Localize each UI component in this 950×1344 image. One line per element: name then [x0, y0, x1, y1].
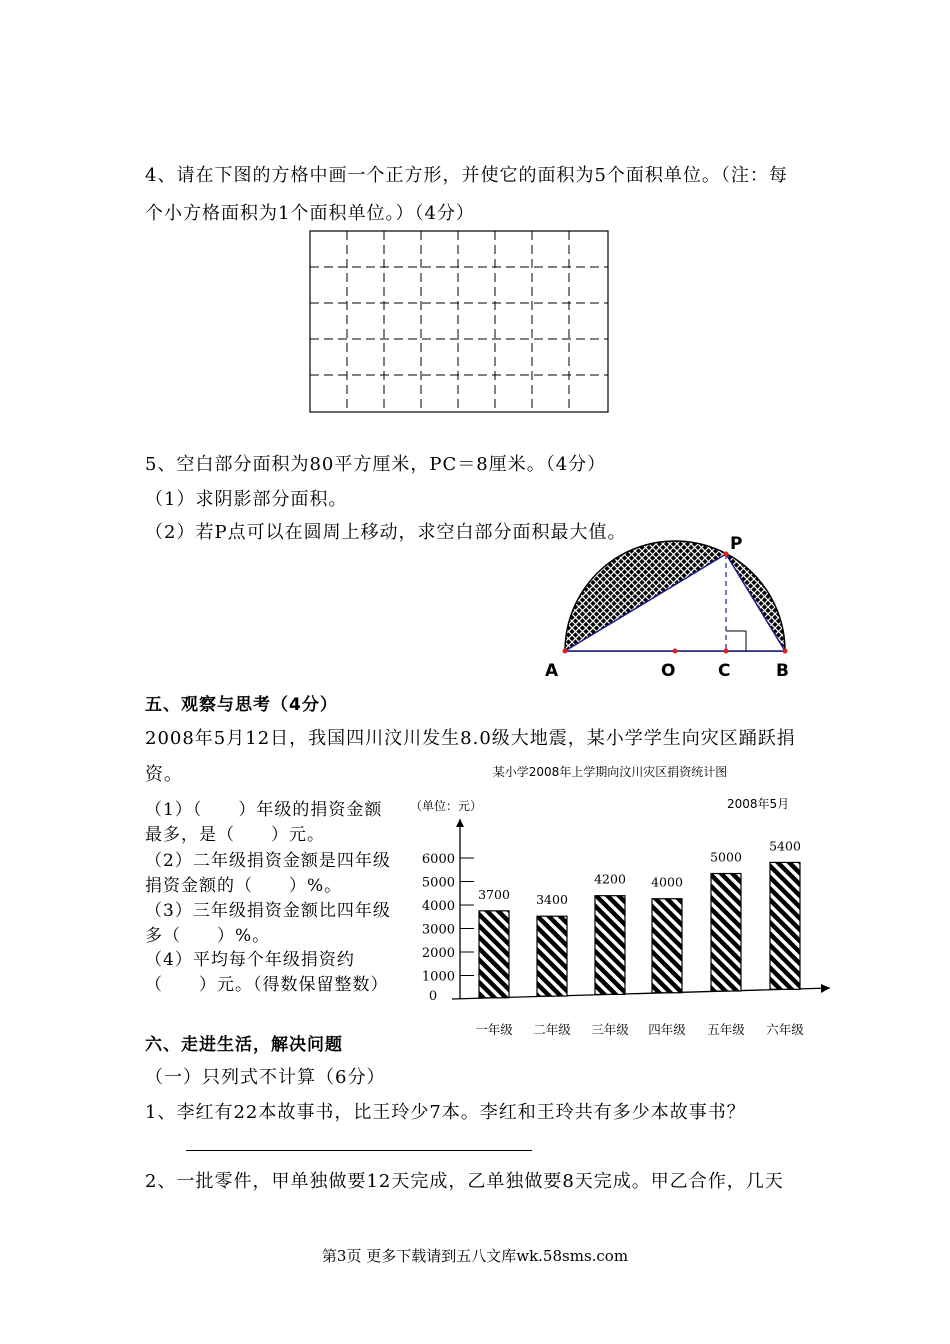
bar-data-label: 4000	[651, 874, 683, 890]
grid-figure	[308, 229, 610, 414]
q4-line1: 4、请在下图的方格中画一个正方形，并使它的面积为5个面积单位。（注：每	[145, 165, 788, 186]
chart-title: 某小学2008年上学期向汶川灾区捐资统计图	[492, 765, 728, 779]
section5-question-line: 多（ ）%。	[145, 926, 271, 946]
q5-sub2: （2）若P点可以在圆周上移动，求空白部分面积最大值。	[145, 522, 627, 543]
q4-line2: 个小方格面积为1个面积单位。）（4分）	[145, 203, 475, 224]
section5-question-line: 捐资金额的（ ）%。	[145, 876, 343, 896]
section6-problem2: 2、一批零件，甲单独做要12天完成，乙单独做要8天完成。甲乙合作，几天	[145, 1171, 784, 1192]
section5-question-line: （1）（ ）年级的捐资金额	[145, 800, 383, 820]
bar-五年级	[711, 874, 741, 992]
category-label: 六年级	[766, 1022, 804, 1037]
chart-date-label: 2008年5月	[727, 797, 790, 811]
bar-一年级	[479, 911, 509, 998]
category-label: 五年级	[707, 1022, 745, 1037]
bar-data-label: 5000	[710, 849, 742, 865]
bar-三年级	[595, 896, 625, 995]
bar-data-label: 5400	[769, 838, 801, 854]
page-footer: 第3页 更多下载请到五八文库wk.58sms.com	[321, 1247, 629, 1265]
section5-intro1: 2008年5月12日，我国四川汶川发生8.0级大地震，某小学学生向灾区踊跃捐	[145, 728, 796, 749]
y-tick-label: 1000	[421, 969, 455, 985]
section5-question-line: （4）平均每个年级捐资约	[145, 950, 355, 970]
bar-二年级	[537, 916, 567, 996]
section5-title: 五、观察与思考（4分）	[145, 695, 338, 715]
q5-sub1: （1）求阴影部分面积。	[145, 489, 348, 510]
label-B: B	[776, 661, 789, 681]
section5-question-line: （3）三年级捐资金额比四年级	[145, 901, 391, 921]
section5-question-line: （ ）元。（得数保留整数）	[145, 975, 389, 995]
label-A: A	[545, 661, 559, 681]
y-axis-arrow	[456, 819, 464, 827]
label-C: C	[718, 661, 731, 681]
bar-四年级	[652, 899, 682, 993]
y-tick-label: 5000	[421, 875, 455, 891]
answer-line	[186, 1150, 532, 1151]
bar-data-label: 4200	[594, 871, 626, 887]
donation-bar-chart	[410, 758, 840, 1043]
category-label: 三年级	[591, 1022, 629, 1037]
section6-problem1: 1、李红有22本故事书，比王玲少7本。李红和王玲共有多少本故事书？	[145, 1102, 746, 1123]
category-label: 一年级	[475, 1022, 513, 1037]
chart-unit-label: （单位：元）	[410, 799, 483, 813]
section6-sub: （一）只列式不计算（6分）	[145, 1067, 386, 1088]
y-tick-label: 6000	[421, 852, 455, 867]
semicircle-figure	[530, 530, 810, 685]
category-label: 二年级	[533, 1022, 571, 1037]
bar-data-label: 3700	[478, 886, 510, 902]
label-P: P	[730, 534, 743, 554]
x-axis-arrow	[821, 984, 830, 993]
y-tick-label: 2000	[421, 946, 455, 961]
label-O: O	[661, 661, 676, 681]
q5-line1: 5、空白部分面积为80平方厘米，PC＝8厘米。（4分）	[145, 454, 607, 475]
y-tick-label: 0	[428, 989, 438, 1004]
bar-data-label: 3400	[536, 892, 568, 908]
category-label: 四年级	[648, 1022, 686, 1037]
section6-title: 六、走进生活，解决问题	[145, 1035, 343, 1055]
bar-六年级	[770, 862, 800, 989]
section5-intro2: 资。	[145, 764, 183, 785]
section5-question-line: （2）二年级捐资金额是四年级	[145, 851, 391, 871]
y-tick-label: 3000	[421, 922, 455, 938]
y-tick-label: 4000	[421, 899, 455, 914]
section5-question-line: 最多，是（ ）元。	[145, 825, 325, 845]
